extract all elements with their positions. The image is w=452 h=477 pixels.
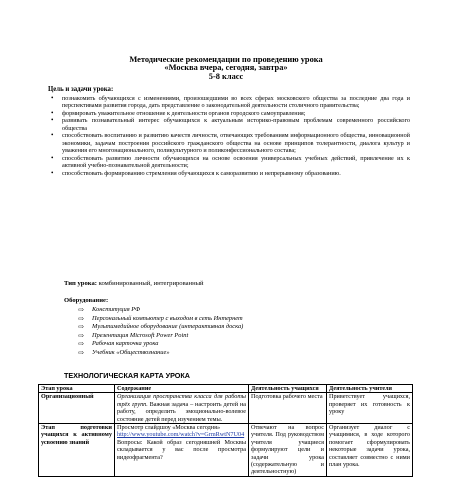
lesson-type-label: Тип урока: <box>64 280 97 287</box>
goal-item: • познакомить обучающихся с изменениями, произошедшими во всех сферах московского общества за последние два года и перспективами развития города, дать представление о законодательной деятельности столичного правительства; <box>48 95 410 110</box>
column-header: Деятельность учителя <box>327 385 413 393</box>
video-link[interactable]: http://www.youtube.com/watch?v=GrmRwtN7U04 <box>117 431 245 439</box>
equipment-item: ⇨ Мультимедийное оборудование (интерактивная доска) <box>78 323 243 332</box>
stage-cell: Организационный <box>39 393 115 424</box>
lesson-type <box>64 280 204 287</box>
equipment-heading: Оборудование: <box>64 297 109 304</box>
students-cell: Подготовка рабочего места <box>249 393 327 424</box>
tech-map-table <box>38 384 413 477</box>
column-header: Деятельность учащихся <box>249 385 327 393</box>
doc-title-line1: Методические рекомендации по проведению урока <box>129 55 323 64</box>
equipment-item: ⇨ Рабочая карточка урока <box>78 340 243 349</box>
equipment-item: ⇨ Презентация Microsoft Power Point <box>78 332 243 341</box>
students-cell: Отвечают на вопрос учителя. Под руководством учителя учащиеся формулируют цели и задачи урока (содержательную и деятельностную) <box>249 424 327 477</box>
goal-item: • способствовать воспитанию и развитию качеств личности, отвечающих требованиям информационного общества, инновационной экономики, задачам построения российского гражданского общества на основе принципов толерантности, диалога культур и уважения его многонационального, поликультурного и поликонфессионального состава; <box>48 132 410 154</box>
goal-item: • способствовать развитию личности обучающихся на основе освоения универсальных учебных действий, привлечение их к активной учебно-познавательной деятельности; <box>48 155 410 170</box>
content-italic: Организация пространства класса для работы трёх групп. <box>117 393 246 408</box>
equipment-item: ⇨ Конституция РФ <box>78 306 243 315</box>
column-header: Этап урока <box>39 385 115 393</box>
teacher-cell: Организует диалог с учащимися, в ходе которого помогает сформулировать некоторые задачи урока, составляет совместно с ними план урока. <box>327 424 413 477</box>
table-row <box>39 393 413 424</box>
content-text: Просмотр слайдшоу «Москва сегодня» <box>117 424 221 432</box>
doc-title-grade: 5-8 класс <box>208 72 244 81</box>
goals-heading: Цель и задачи урока: <box>48 86 114 93</box>
column-header: Содержание <box>115 385 249 393</box>
tech-map-heading: ТЕХНОЛОГИЧЕСКАЯ КАРТА УРОКА <box>64 371 190 380</box>
doc-title-line2: «Москва вчера, сегодня, завтра» <box>164 63 288 72</box>
stage-cell: Этап подготовки учащихся к активному усвоению знаний <box>39 424 115 477</box>
teacher-cell: Приветствует учащихся, проверяет их готовность к уроку <box>327 393 413 424</box>
content-cell <box>115 393 249 424</box>
content-cell <box>115 424 249 477</box>
goals-list <box>48 95 410 177</box>
table-row <box>39 424 413 477</box>
goal-item: • способствовать формированию стремления обучающихся к саморазвитию и непрерывному образованию. <box>48 170 410 177</box>
lesson-type-value: комбинированный, интегрированный <box>98 280 204 287</box>
table-header-row <box>39 385 413 393</box>
content-text: Важная задача – настроить детей на работу, определить эмоционально-волевое состояние детей перед изучением темы. <box>117 400 247 423</box>
goal-item: • формировать уважительное отношение к деятельности органов городского самоуправления; <box>48 110 410 117</box>
goal-item: • развивать познавательный интерес обучающихся к актуальным историко-правовым проблемам современного российского общества <box>48 117 410 132</box>
equipment-item: ⇨ Учебник «Обществознание» <box>78 349 243 358</box>
equipment-item: ⇨ Персональный компьютер с выходом в сеть Интернет <box>78 315 243 324</box>
equipment-list <box>78 306 243 358</box>
content-question: Вопросы: Какой образ сегодняшней Москвы складывается у вас после просмотра видеофрагмента? <box>117 438 246 461</box>
